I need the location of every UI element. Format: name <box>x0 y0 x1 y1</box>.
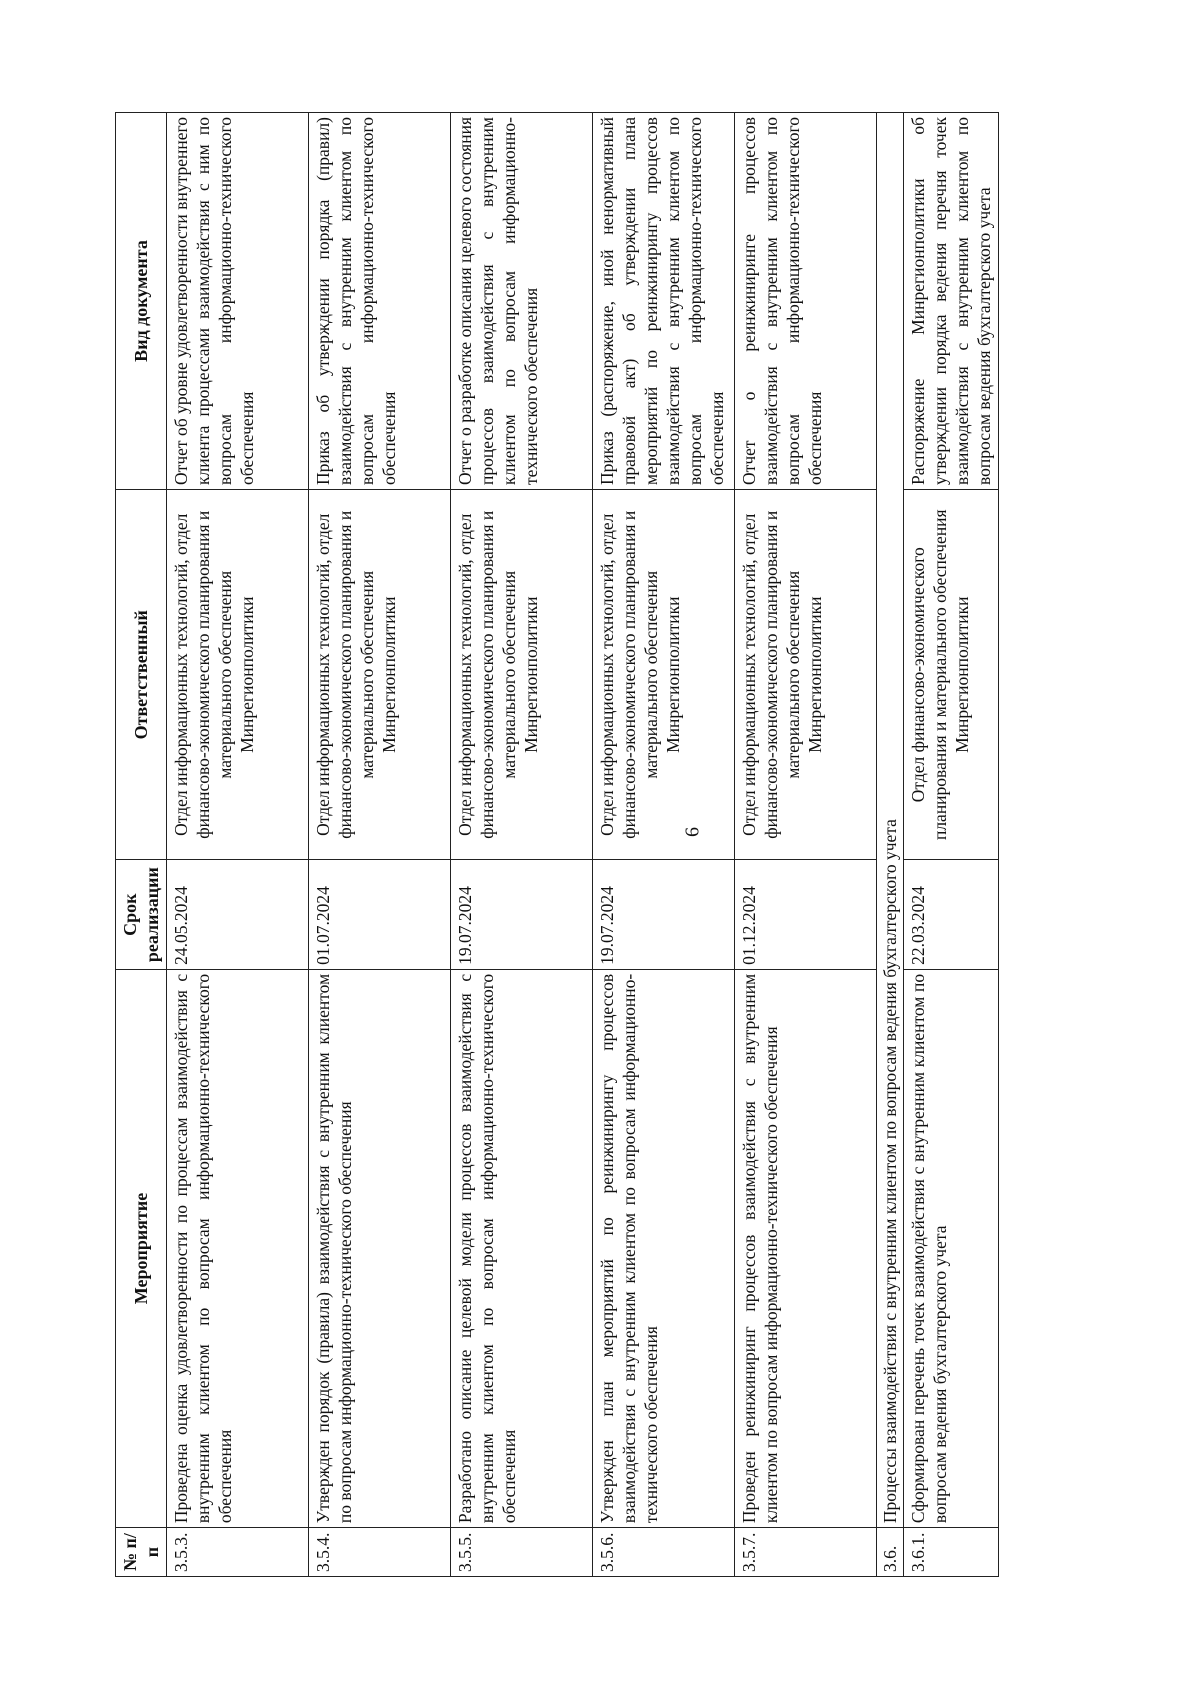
row-event: Проведен реинжиниринг процессов взаимодействия с внутренним клиентом по вопросам информационно-технического обеспечения <box>735 969 877 1527</box>
row-doc-type: Распоряжение Минрегионполитики об утверждении порядка ведения перечня точек взаимодействия с внутренним клиентом по вопросам ведения бухгалтерского учета <box>904 113 999 490</box>
header-responsible: Ответственный <box>116 489 167 860</box>
section-num: 3.6. <box>877 1528 904 1577</box>
row-responsible: Отдел информационных технологий, отдел финансово-экономического планирования и материального обеспечения Минрегионполитики <box>167 489 309 860</box>
row-num: 3.5.5. <box>451 1528 593 1577</box>
rotated-page-content <box>115 112 1045 1577</box>
row-date: 24.05.2024 <box>167 860 309 969</box>
row-event: Сформирован перечень точек взаимодействия с внутренним клиентом по вопросам ведения бухгалтерского учета <box>904 969 999 1527</box>
row-doc-type: Приказ (распоряжение, иной ненормативный правовой акт) об утверждении плана мероприятий по реинжинирингу процессов взаимодействия с внутренним клиентом по вопросам информационно-технического обеспечения <box>593 113 735 490</box>
row-num: 3.5.4. <box>309 1528 451 1577</box>
table-row <box>309 113 451 1577</box>
table-header-row <box>116 113 167 1577</box>
row-num: 3.5.3. <box>167 1528 309 1577</box>
row-num: 3.5.7. <box>735 1528 877 1577</box>
row-event: Утвержден порядок (правила) взаимодействия с внутренним клиентом по вопросам информационно-технического обеспечения <box>309 969 451 1527</box>
row-doc-type: Отчет об уровне удовлетворенности внутреннего клиента процессами взаимодействия с ним по вопросам информационно-технического обеспечения <box>167 113 309 490</box>
row-date: 19.07.2024 <box>593 860 735 969</box>
row-doc-type: Отчет о реинжиниринге процессов взаимодействия с внутренним клиентом по вопросам информационно-технического обеспечения <box>735 113 877 490</box>
row-event: Проведена оценка удовлетворенности по процессам взаимодействия с внутренним клиентом по вопросам информационно-технического обеспечения <box>167 969 309 1527</box>
table-row <box>735 113 877 1577</box>
row-event: Утвержден план мероприятий по реинжинирингу процессов взаимодействия с внутренним клиентом по вопросам информационно-технического обеспечения <box>593 969 735 1527</box>
row-event: Разработано описание целевой модели процессов взаимодействия с внутренним клиентом по вопросам информационно-технического обеспечения <box>451 969 593 1527</box>
row-date: 01.07.2024 <box>309 860 451 969</box>
row-date: 01.12.2024 <box>735 860 877 969</box>
row-responsible: Отдел информационных технологий, отдел финансово-экономического планирования и материального обеспечения Минрегионполитики <box>735 489 877 860</box>
section-row <box>877 113 904 1577</box>
header-num: № п/п <box>116 1528 167 1577</box>
row-responsible: Отдел информационных технологий, отдел финансово-экономического планирования и материального обеспечения Минрегионполитики <box>593 489 735 860</box>
section-title: Процессы взаимодействия с внутренним клиентом по вопросам ведения бухгалтерского учета <box>877 113 904 1528</box>
row-responsible: Отдел информационных технологий, отдел финансово-экономического планирования и материального обеспечения Минрегионполитики <box>309 489 451 860</box>
header-date: Срок реализации <box>116 860 167 969</box>
row-responsible: Отдел информационных технологий, отдел финансово-экономического планирования и материального обеспечения Минрегионполитики <box>451 489 593 860</box>
header-event: Мероприятие <box>116 969 167 1527</box>
action-plan-table <box>115 112 999 1577</box>
row-date: 19.07.2024 <box>451 860 593 969</box>
table-row <box>593 113 735 1577</box>
row-responsible: Отдел финансово-экономического планирования и материального обеспечения Минрегионполитики <box>904 489 999 860</box>
page-number: 6 <box>681 827 704 837</box>
row-doc-type: Отчет о разработке описания целевого состояния процессов взаимодействия с внутренним клиентом по вопросам информационно-технического обеспечения <box>451 113 593 490</box>
table-row <box>904 113 999 1577</box>
row-num: 3.5.6. <box>593 1528 735 1577</box>
table-row <box>167 113 309 1577</box>
table-row <box>451 113 593 1577</box>
row-date: 22.03.2024 <box>904 860 999 969</box>
header-doc-type: Вид документа <box>116 113 167 490</box>
row-num: 3.6.1. <box>904 1528 999 1577</box>
row-doc-type: Приказ об утверждении порядка (правил) взаимодействия с внутренним клиентом по вопросам информационно-технического обеспечения <box>309 113 451 490</box>
